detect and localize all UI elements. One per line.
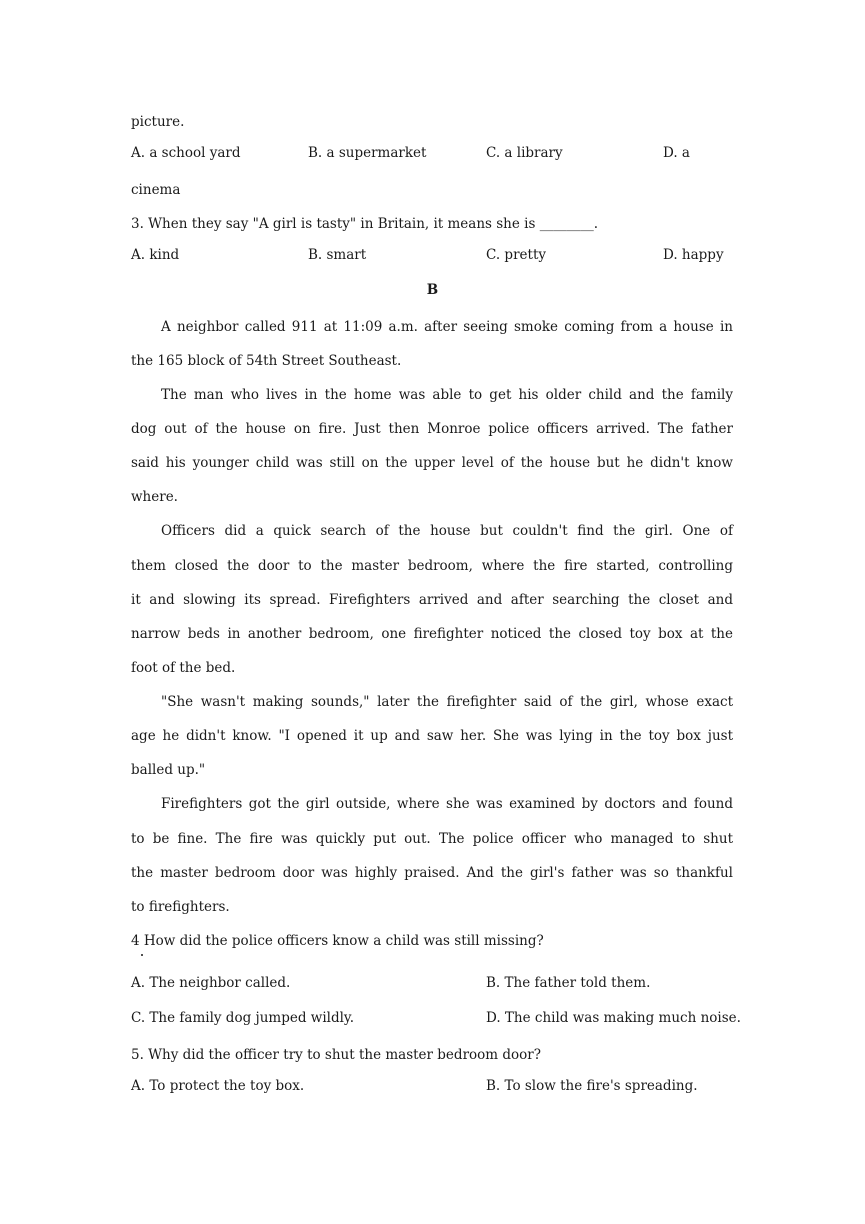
passage-line: The man who lives in the home was able to get his older child and the family <box>161 387 733 403</box>
q5-option-b: B. To slow the fire's spreading. <box>486 1078 698 1094</box>
passage-line: age he didn't know. "I opened it up and saw her. She was lying in the toy box just <box>131 728 733 744</box>
passage-line: "She wasn't making sounds," later the firefighter said of the girl, whose exact <box>161 694 733 710</box>
passage-line: it and slowing its spread. Firefighters arrived and after searching the closet and <box>131 592 733 608</box>
passage-line: the 165 block of 54th Street Southeast. <box>131 353 402 369</box>
q4-option-b: B. The father told them. <box>486 975 651 991</box>
passage-line: narrow beds in another bedroom, one firefighter noticed the closed toy box at the <box>131 626 733 642</box>
q5-option-a: A. To protect the toy box. <box>131 1078 305 1094</box>
question-5-stem: 5. Why did the officer try to shut the master bedroom door? <box>131 1047 541 1063</box>
passage-line: dog out of the house on fire. Just then Monroe police officers arrived. The father <box>131 421 733 437</box>
stray-dot-mark <box>141 954 143 956</box>
q3-option-a: A. kind <box>131 247 180 263</box>
section-title: B <box>426 282 439 298</box>
q3-option-d: D. happy <box>663 247 724 263</box>
question-2-stem-end: picture. <box>131 114 185 130</box>
q4-option-c: C. The family dog jumped wildly. <box>131 1010 355 1026</box>
q3-option-b: B. smart <box>308 247 367 263</box>
passage-line: balled up." <box>131 762 206 778</box>
q2-option-c: C. a library <box>486 145 563 161</box>
q2-option-a: A. a school yard <box>131 145 241 161</box>
q2-option-d: D. a <box>663 145 690 161</box>
passage-line: to be fine. The fire was quickly put out. The police officer who managed to shut <box>131 831 733 847</box>
q2-option-b: B. a supermarket <box>308 145 427 161</box>
q4-option-a: A. The neighbor called. <box>131 975 291 991</box>
passage-line: Firefighters got the girl outside, where she was examined by doctors and found <box>161 796 733 812</box>
passage-line: the master bedroom door was highly praised. And the girl's father was so thankful <box>131 865 733 881</box>
passage-line: where. <box>131 489 178 505</box>
passage-line: to firefighters. <box>131 899 230 915</box>
q4-option-d: D. The child was making much noise. <box>486 1010 741 1026</box>
q3-option-c: C. pretty <box>486 247 546 263</box>
passage-line: them closed the door to the master bedroom, where the fire started, controlling <box>131 558 733 574</box>
passage-line: said his younger child was still on the upper level of the house but he didn't know <box>131 455 733 471</box>
question-3-stem: 3. When they say "A girl is tasty" in Britain, it means she is ________. <box>131 216 598 232</box>
passage-line: Officers did a quick search of the house but couldn't find the girl. One of <box>161 523 733 539</box>
passage-line: foot of the bed. <box>131 660 236 676</box>
passage-line: A neighbor called 911 at 11:09 a.m. after seeing smoke coming from a house in <box>161 319 733 335</box>
q2-option-d-wrap: cinema <box>131 182 181 198</box>
question-4-stem: 4 How did the police officers know a child was still missing? <box>131 933 544 949</box>
